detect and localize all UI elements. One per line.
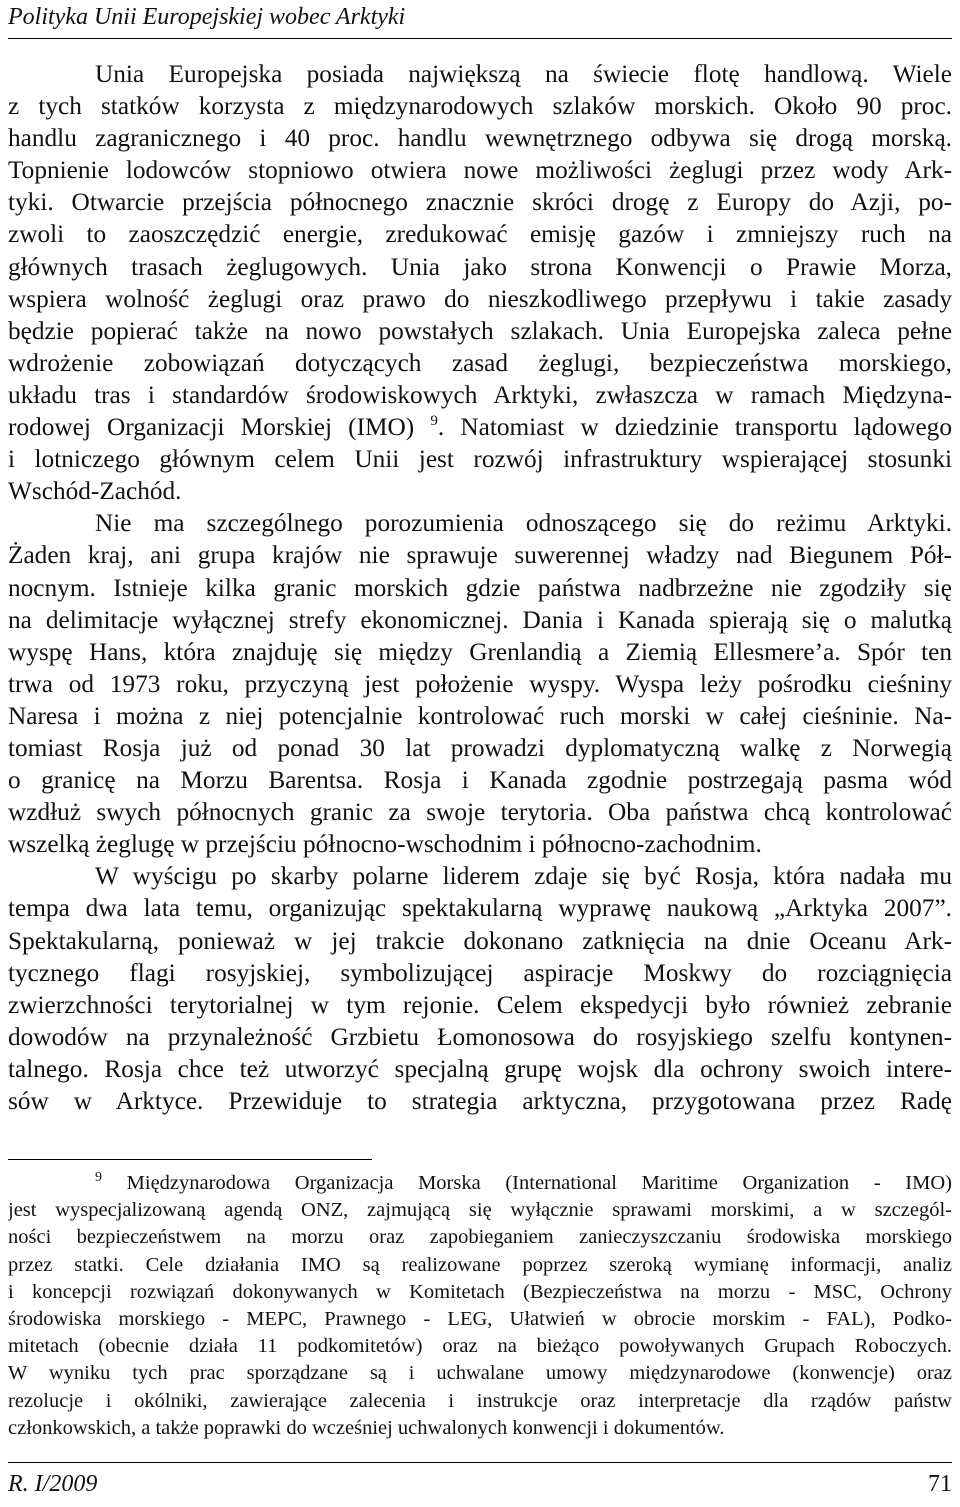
body-line: wszelką żeglugę w przejściu północno-wschodnim i północno-zachodnim. [8, 830, 762, 859]
body-line: wzdłuż swych północnych granic za swoje terytoria. Oba państwa chcą kontrolować [8, 798, 952, 827]
body-line: wdrożenie zobowiązań dotyczących zasad żeglugi, bezpieczeństwa morskiego, [8, 348, 952, 377]
body-line: tycznego flagi rosyjskiej, symbolizującej aspiracje Moskwy do rozciągnięcia [8, 958, 952, 987]
body-line [8, 411, 952, 443]
body-line: handlu zagranicznego i 40 proc. handlu wewnętrznego odbywa się drogą morską. [8, 124, 952, 153]
footnote [8, 1170, 952, 1442]
body-line: dowodów na przynależność Grzbietu Łomonosowa do rosyjskiego szelfu kontynen- [8, 1022, 952, 1051]
body-line: W wyścigu po skarby polarne liderem zdaje się być Rosja, która nadała mu [95, 862, 952, 891]
body-line-segment: rodowej Organizacji Morskiej (IMO) [8, 413, 415, 442]
footnote-line: mitetach (obecnie działa 11 podkomitetów) oraz na bieżąco powoływanych Grupach Roboczych. [8, 1335, 952, 1358]
body-line: głównych trasach żeglugowych. Unia jako strona Konwencji o Prawie Morza, [8, 252, 952, 281]
footer-issue: R. I/2009 [8, 1471, 98, 1497]
body-line: o granicę na Morzu Barentsa. Rosja i Kanada zgodnie postrzegają pasma wód [8, 766, 952, 795]
body-line-segment: . Natomiast w dziedzinie transportu lądowego [437, 413, 952, 442]
body-line: zwierzchności terytorialnej w tym rejonie. Celem ekspedycji było również zebranie [8, 990, 952, 1019]
body-line: zwoli to zaoszczędzić energie, zredukować emisję gazów i zmniejszy ruch na [8, 220, 952, 249]
footnote-line-text: Międzynarodowa Organizacja Morska (International Maritime Organization - IMO) [102, 1172, 952, 1194]
body-line: i lotniczego głównym celem Unii jest rozwój infrastruktury wspierającej stosunki [8, 445, 952, 474]
footnote-line: rezolucje i okólniki, zawierające zalecenia i instrukcje oraz interpretacje dla rządów państw [8, 1389, 952, 1412]
footnote-number: 9 [95, 1170, 102, 1185]
body-line: trwa od 1973 roku, przyczyną jest położenie wyspy. Wyspa leży pośrodku cieśniny [8, 669, 952, 698]
body-line: sów w Arktyce. Przewiduje to strategia arktyczna, przygotowana przez Radę [8, 1087, 952, 1115]
body-text [8, 58, 952, 1117]
body-line: Nie ma szczególnego porozumienia odnoszącego się do reżimu Arktyki. [95, 509, 952, 538]
footnote-line: W wyniku tych prac sporządzane są i uchwalane umowy międzynarodowe (konwencje) oraz [8, 1362, 952, 1385]
body-line: Topnienie lodowców stopniowo otwiera nowe możliwości żeglugi przez wody Ark- [8, 156, 952, 185]
footnote-line: i koncepcji rozwiązań dokonywanych w Komitetach (Bezpieczeństwa na morzu - MSC, Ochrony [8, 1280, 952, 1303]
body-line: będzie popierać także na nowo powstałych szlakach. Unia Europejska zaleca pełne [8, 316, 952, 345]
footnote-line: ności bezpieczeństwem na morzu oraz zapobieganiem zanieczyszczaniu środowiska morskiego [8, 1226, 952, 1249]
body-line: Unia Europejska posiada największą na świecie flotę handlową. Wiele [95, 60, 952, 88]
body-line: nocnym. Istnieje kilka granic morskich gdzie państwa nadbrzeżne nie zgodziły się [8, 573, 952, 602]
body-line: Naresa i można z niej potencjalnie kontrolować ruch morski w całej cieśninie. Na- [8, 701, 952, 730]
page-number: 71 [928, 1471, 952, 1497]
footnote-separator [8, 1159, 372, 1160]
body-line: układu tras i standardów środowiskowych Arktyki, zwłaszcza w ramach Międzyna- [8, 380, 952, 409]
body-line: Wschód-Zachód. [8, 477, 182, 506]
body-line: tempa dwa lata temu, organizując spektakularną wyprawę naukową „Arktyka 2007”. [8, 894, 952, 923]
running-header [8, 0, 952, 39]
body-line: Spektakularną, ponieważ w jej trakcie dokonano zatknięcia na dnie Oceanu Ark- [8, 926, 952, 955]
body-line: wyspę Hans, która znajduję się między Grenlandią a Ziemią Ellesmere’a. Spór ten [8, 637, 952, 666]
running-header-title: Polityka Unii Europejskiej wobec Arktyki [8, 4, 406, 30]
body-line: tomiast Rosja już od ponad 30 lat prowadzi dyplomatyczną walkę z Norwegią [8, 733, 952, 762]
footnote-line [8, 1170, 952, 1197]
footnote-line: przez statki. Cele działania IMO są realizowane poprzez szeroką wymianę informacji, analiz [8, 1253, 952, 1276]
body-line: talnego. Rosja chce też utworzyć specjalną grupę wojsk dla ochrony swoich intere- [8, 1054, 952, 1083]
footnote-line: członkowskich, a także poprawki do wcześniej uchwalonych konwencji i dokumentów. [8, 1416, 725, 1439]
body-line: tyki. Otwarcie przejścia północnego znacznie skróci drogę z Europy do Azji, po- [8, 188, 952, 217]
footnote-line: środowiska morskiego - MEPC, Prawnego - LEG, Ułatwień w obrocie morskim - FAL), Podko- [8, 1307, 952, 1330]
footnote-line: jest wyspecjalizowaną agendą ONZ, zajmującą się wyłącznie sprawami morskimi, a w szczegól- [8, 1199, 952, 1222]
body-line: z tych statków korzysta z międzynarodowych szlaków morskich. Około 90 proc. [8, 92, 952, 121]
body-line: na delimitacje wyłącznej strefy ekonomicznej. Dania i Kanada spierają się o malutką [8, 605, 952, 634]
page-footer [8, 1462, 952, 1507]
footnote-reference: 9 [430, 413, 438, 430]
body-line: Żaden kraj, ani grupa krajów nie sprawuje suwerennej władzy nad Biegunem Pół- [8, 541, 952, 570]
body-line: wspiera wolność żeglugi oraz prawo do nieszkodliwego przepływu i takie zasady [8, 284, 952, 313]
